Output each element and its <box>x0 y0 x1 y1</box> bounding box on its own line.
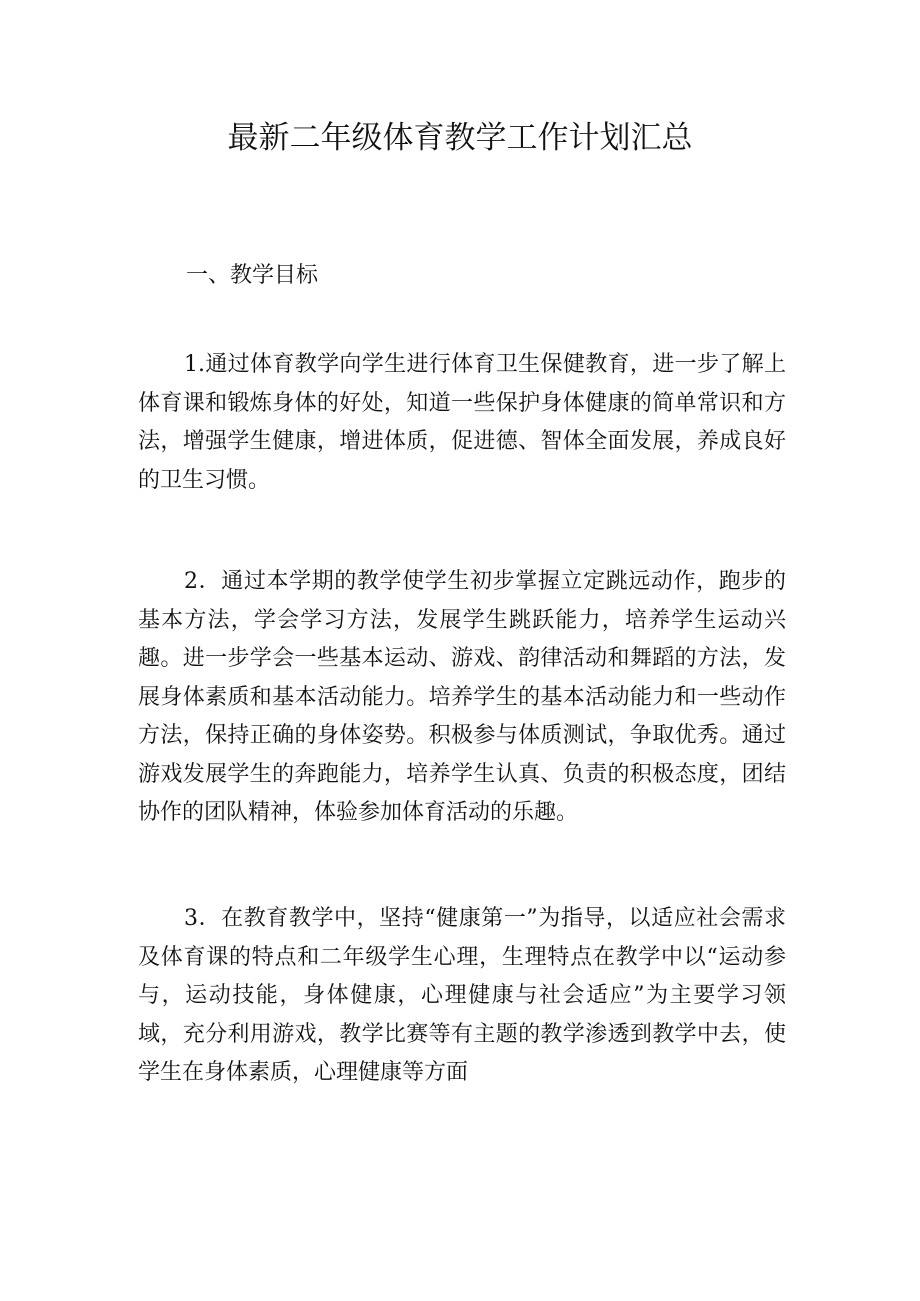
document-title: 最新二年级体育教学工作计划汇总 <box>227 120 693 156</box>
paragraph-3: 3．在教育教学中，坚持“健康第一”为指导，以适应社会需求及体育课的特点和二年级学生心理，生理特点在教学中以“运动参与，运动技能，身体健康，心理健康与社会适应”为主要学习领域，充分利用游戏，教学比赛等有主题的教学渗透到教学中去，使学生在身体素质，心理健康等方面 <box>138 906 786 1085</box>
section-heading: 一、教学目标 <box>186 263 319 288</box>
paragraph-1: 1.通过体育教学向学生进行体育卫生保健教育，进一步了解上体育课和锻炼身体的好处，知道一些保护身体健康的简单常识和方法，增强学生健康，增进体质，促进德、智体全面发展，养成良好的卫生习惯。 <box>138 352 786 493</box>
paragraph-2: 2．通过本学期的教学使学生初步掌握立定跳远动作，跑步的基本方法，学会学习方法，发展学生跳跃能力，培养学生运动兴趣。进一步学会一些基本运动、游戏、韵律活动和舞蹈的方法，发展身体素质和基本活动能力。培养学生的基本活动能力和一些动作方法，保持正确的身体姿势。积极参与体质测试，争取优秀。通过游戏发展学生的奔跑能力，培养学生认真、负责的积极态度，团结协作的团队精神，体验参加体育活动的乐趣。 <box>138 569 786 825</box>
